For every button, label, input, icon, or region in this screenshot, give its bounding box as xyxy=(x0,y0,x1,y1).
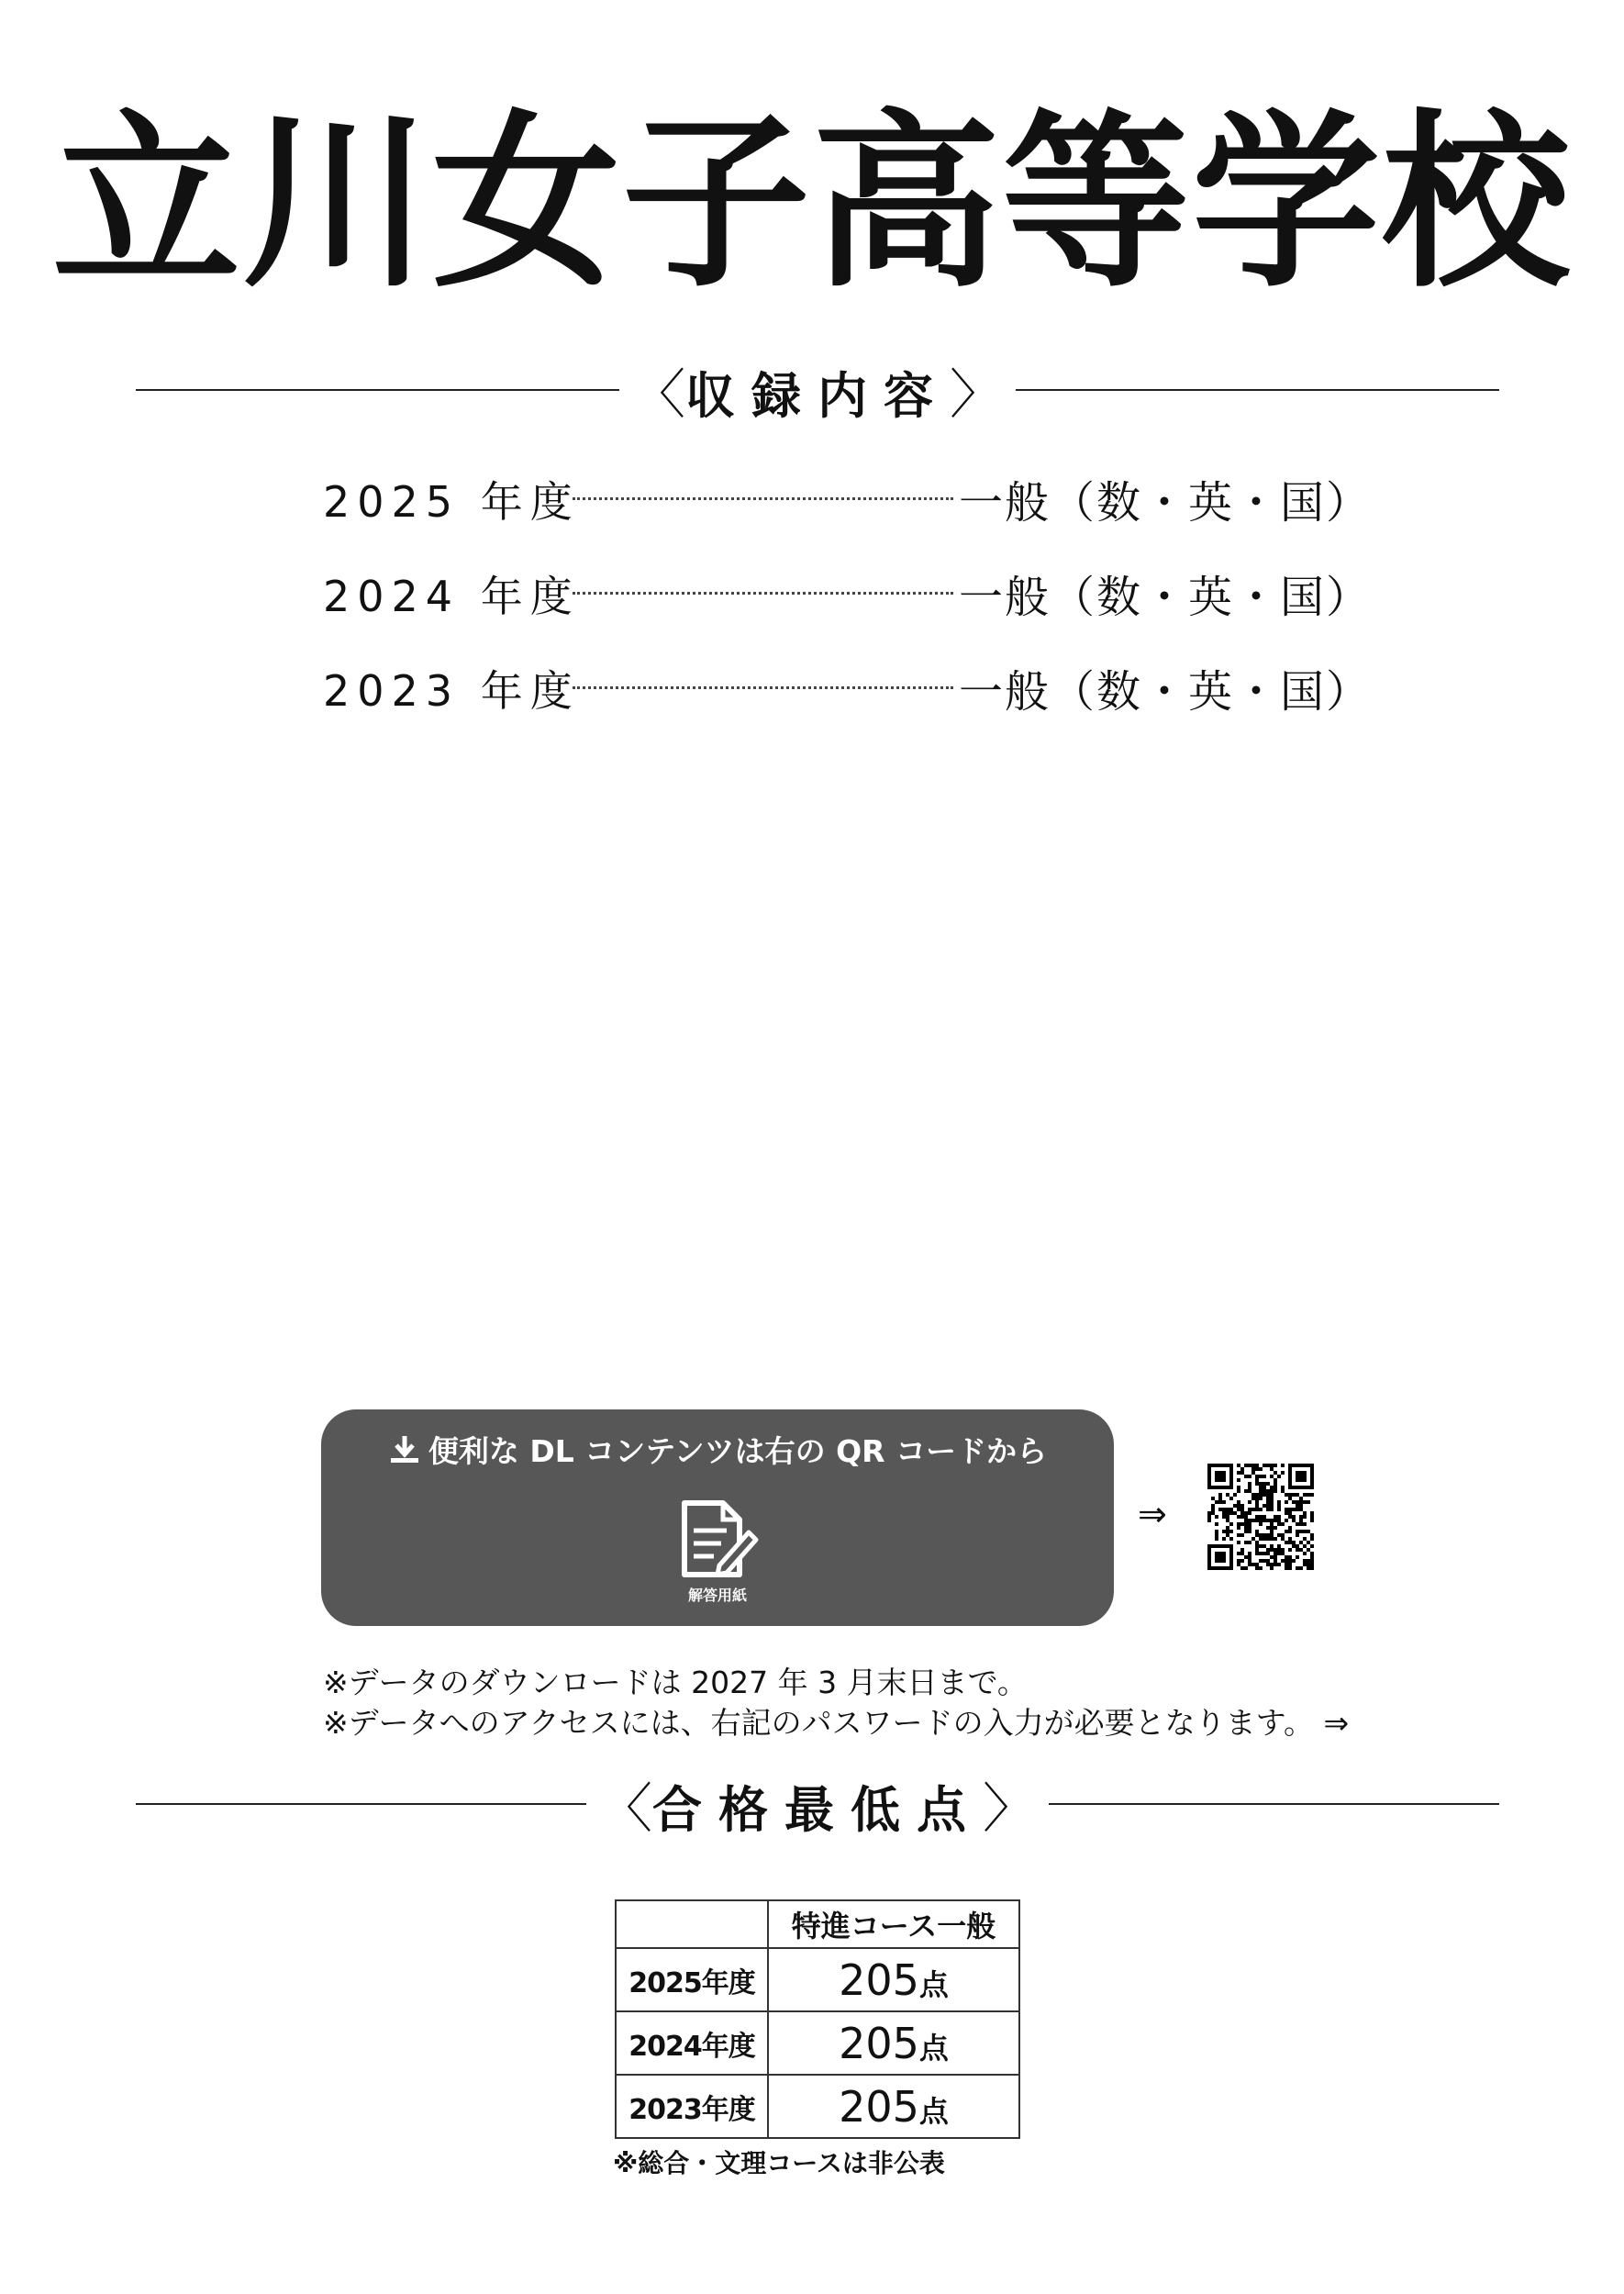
score-heading-rule xyxy=(136,1767,1499,1841)
table-cell-year: 2024年度 xyxy=(616,2011,768,2075)
contents-year: 2024 年度 xyxy=(323,571,580,621)
contents-heading-text: 収録内容 xyxy=(685,367,950,425)
bracket-left: 〈 xyxy=(598,1777,652,1840)
contents-item xyxy=(323,451,1373,546)
contents-subjects: 一般（数・英・国） xyxy=(959,477,1373,529)
leader-dots xyxy=(573,686,953,689)
score-heading-text: 合格最低点 xyxy=(652,1781,983,1839)
password-note: ※データへのアクセスには、右記のパスワードの入力が必要となります。 ⇒ xyxy=(323,1705,1350,1741)
download-heading xyxy=(321,1428,1114,1473)
score-unit: 点 xyxy=(918,2030,949,2066)
contents-subjects: 一般（数・英・国） xyxy=(959,666,1373,718)
contents-year: 2023 年度 xyxy=(323,665,580,716)
footnote: ※総合・文理コースは非公表 xyxy=(613,2148,945,2178)
score-heading xyxy=(586,1765,1049,1843)
table-row xyxy=(616,2075,1019,2138)
divider-left xyxy=(136,389,619,391)
answer-sheet-icon[interactable] xyxy=(675,1498,760,1608)
table-cell-year: 2023年度 xyxy=(616,2075,768,2138)
divider-right xyxy=(1016,389,1499,391)
contents-subjects: 一般（数・英・国） xyxy=(959,572,1373,623)
contents-heading-rule xyxy=(136,353,1499,427)
score-value: 205 xyxy=(839,2018,919,2068)
contents-item xyxy=(323,546,1373,640)
score-value: 205 xyxy=(839,2081,919,2132)
contents-item xyxy=(323,640,1373,735)
contents-heading xyxy=(619,351,1016,429)
table-header-empty xyxy=(616,1900,768,1948)
score-unit: 点 xyxy=(918,1966,949,2002)
leader-dots xyxy=(573,497,953,500)
download-heading-text: 便利な DL コンテンツは右の QR コードから xyxy=(428,1433,1048,1469)
bracket-left: 〈 xyxy=(631,363,685,426)
download-deadline-note: ※データのダウンロードは 2027 年 3 月末日まで。 xyxy=(323,1665,1028,1700)
table-header-course: 特進コース一般 xyxy=(768,1900,1019,1948)
bracket-right: 〉 xyxy=(950,363,1004,426)
table-cell-score xyxy=(768,2011,1019,2075)
leader-dots xyxy=(573,592,953,595)
divider-right xyxy=(1049,1803,1499,1805)
arrow-to-qr: ⇒ xyxy=(1138,1494,1167,1534)
qr-code[interactable] xyxy=(1207,1464,1314,1570)
download-icon xyxy=(388,1434,421,1473)
bracket-right: 〉 xyxy=(983,1777,1037,1840)
contents-list xyxy=(323,451,1373,735)
divider-left xyxy=(136,1803,586,1805)
table-cell-score xyxy=(768,1948,1019,2011)
answer-sheet-caption: 解答用紙 xyxy=(687,1587,747,1604)
contents-year: 2025 年度 xyxy=(323,476,580,527)
download-content-box[interactable] xyxy=(321,1409,1114,1626)
score-value: 205 xyxy=(839,1954,919,2005)
table-row xyxy=(616,1948,1019,2011)
table-cell-year: 2025年度 xyxy=(616,1948,768,2011)
score-unit: 点 xyxy=(918,2093,949,2129)
table-row xyxy=(616,2011,1019,2075)
table-cell-score xyxy=(768,2075,1019,2138)
table-header-row xyxy=(616,1900,1019,1948)
school-title: 立川女子高等学校 xyxy=(52,95,1572,313)
minimum-score-table xyxy=(615,1899,1020,2139)
